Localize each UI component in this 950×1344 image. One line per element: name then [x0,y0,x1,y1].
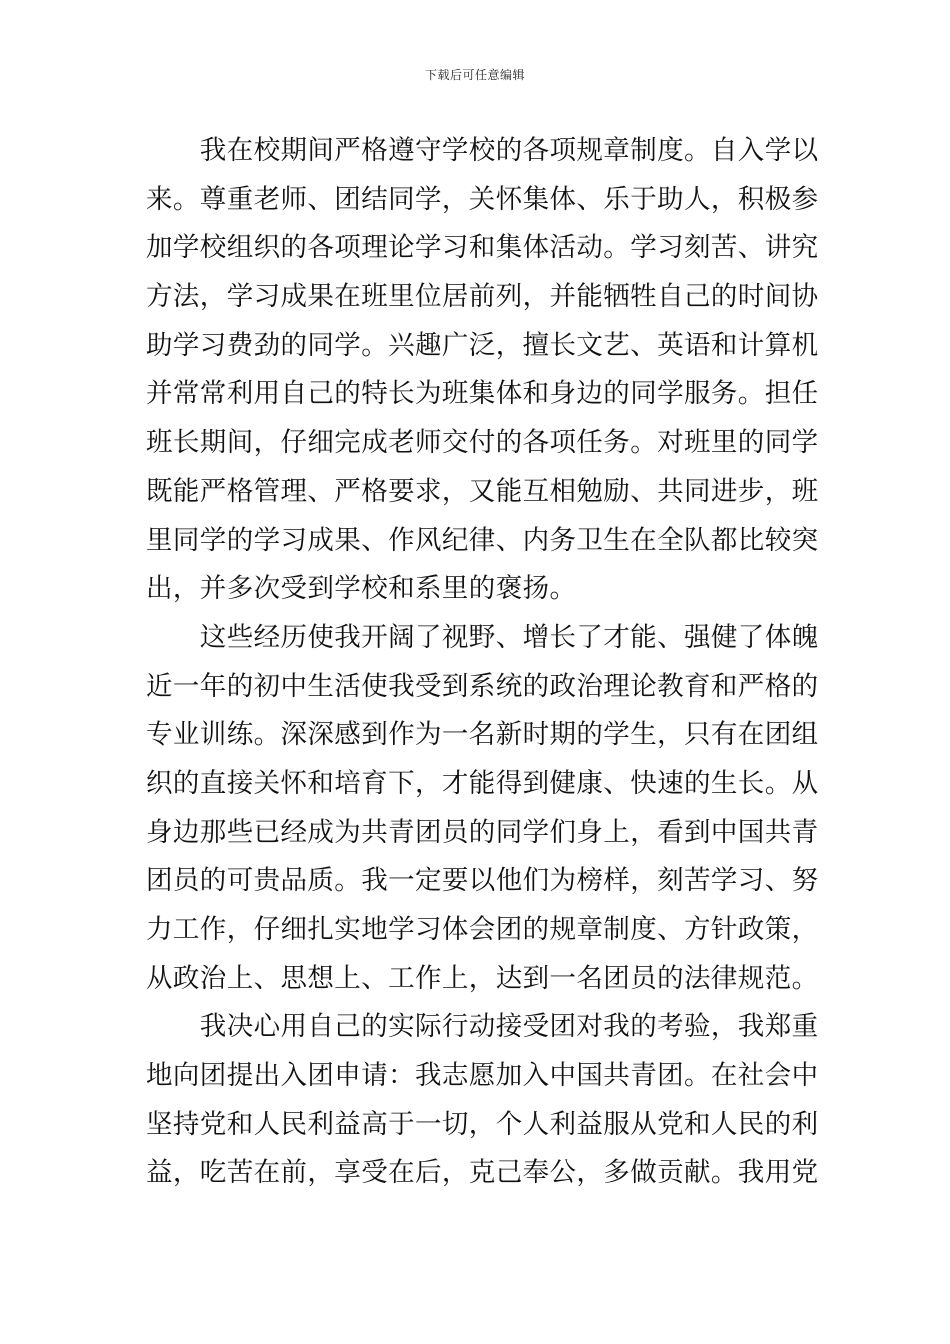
text-line: 专业训练。深深感到作为一名新时期的学生，只有在团组 [146,719,819,751]
text-line: 团员的可贵品质。我一定要以他们为榜样，刻苦学习、努 [146,865,819,897]
text-line: 我决心用自己的实际行动接受团对我的考验，我郑重 [146,1011,819,1043]
text-line: 班长期间，仔细完成老师交付的各项任务。对班里的同学 [146,427,819,459]
text-line: 织的直接关怀和培育下，才能得到健康、快速的生长。从 [146,767,819,799]
text-line: 我在校期间严格遵守学校的各项规章制度。自入学以 [146,135,819,166]
text-line: 加学校组织的各项理论学习和集体活动。学习刻苦、讲究 [146,232,819,264]
header-note: 下载后可任意编辑 [424,68,525,82]
text-line: 助学习费劲的同学。兴趣广泛，擅长文艺、英语和计算机 [146,329,819,361]
text-line: 从政治上、思想上、工作上，达到一名团员的法律规范。 [146,962,819,994]
text-line: 既能严格管理、严格要求，又能互相勉励、共同进步，班 [146,475,819,507]
text-line: 这些经历使我开阔了视野、增长了才能、强健了体魄 [146,621,819,653]
text-line: 坚持党和人民利益高于一切，个人利益服从党和人民的利 [146,1108,819,1140]
text-line: 来。尊重老师、团结同学，关怀集体、乐于助人，积极参 [146,183,819,215]
text-line: 里同学的学习成果、作风纪律、内务卫生在全队都比较突 [146,524,819,556]
text-line: 力工作，仔细扎实地学习体会团的规章制度、方针政策， [146,914,819,945]
text-line: 方法，学习成果在班里位居前列，并能牺牲自己的时间协 [146,281,819,313]
text-line: 近一年的初中生活使我受到系统的政治理论教育和严格的 [146,670,819,702]
text-line: 并常常利用自己的特长为班集体和身边的同学服务。担任 [146,378,819,410]
text-line: 地向团提出入团申请：我志愿加入中国共青团。在社会中 [146,1060,819,1092]
text-line: 出，并多次受到学校和系里的褒扬。 [146,573,577,605]
text-line: 身边那些已经成为共青团员的同学们身上，看到中国共青 [146,816,819,848]
body-text [146,127,819,1198]
text-line: 益，吃苦在前，享受在后，克己奉公，多做贡献。我用党 [146,1157,819,1189]
